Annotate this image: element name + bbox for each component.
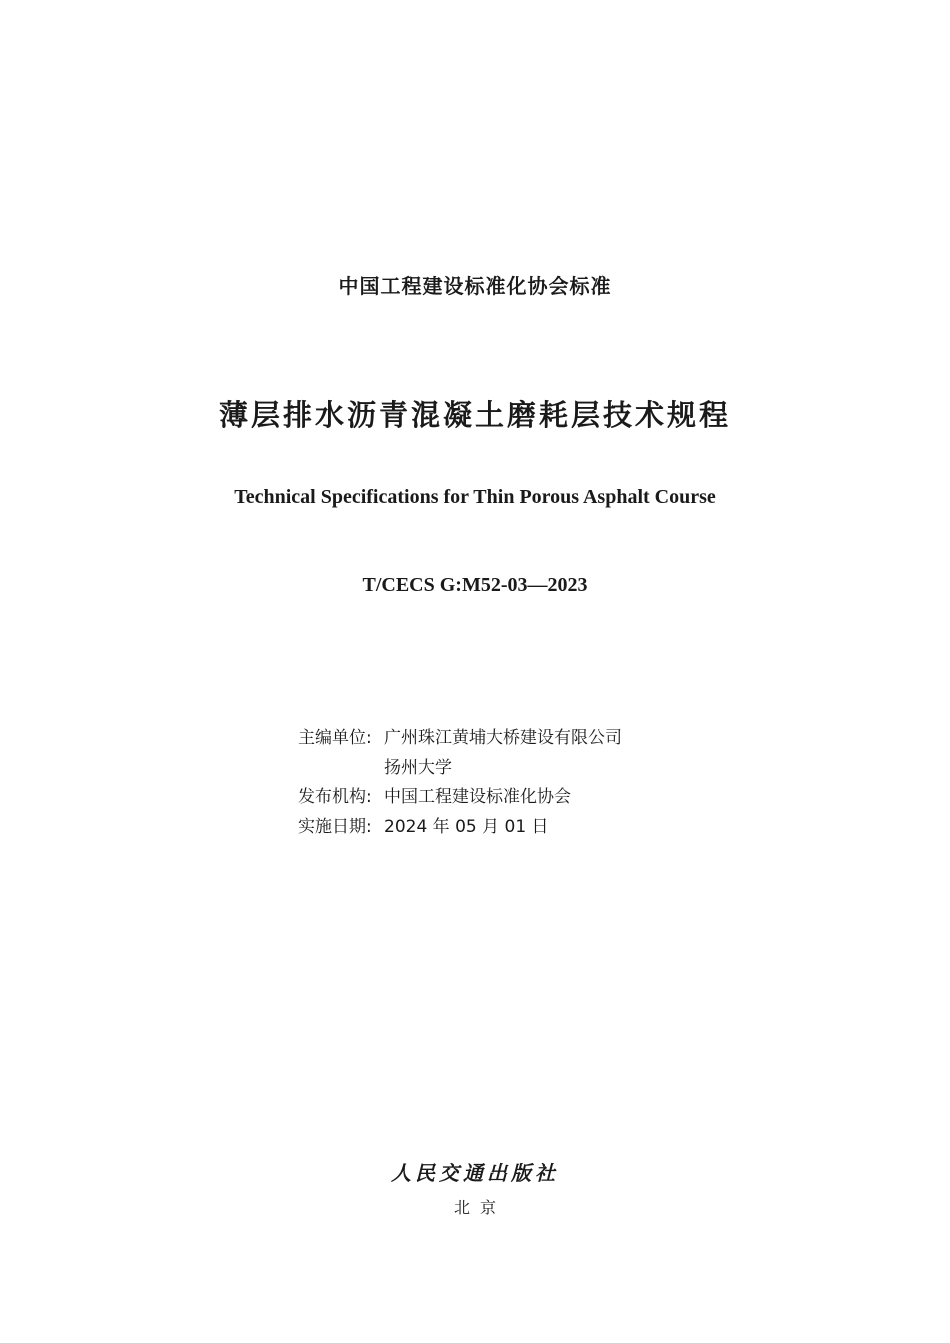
date-row	[298, 813, 622, 843]
date-label: 实施日期:	[298, 816, 372, 837]
issuer-value: 中国工程建设标准化协会	[384, 787, 571, 807]
editor-value-1: 广州珠江黄埔大桥建设有限公司	[384, 728, 622, 748]
editor-label: 主编单位:	[298, 728, 372, 748]
editor-row	[298, 724, 622, 754]
publisher-city: 北京	[453, 1198, 506, 1217]
editor-row-2	[298, 754, 622, 784]
english-title: Technical Specifications for Thin Porous Asphalt Course	[234, 486, 716, 508]
issuer-row	[298, 783, 622, 813]
editor-value-2: 扬州大学	[384, 757, 452, 778]
info-block	[298, 724, 622, 842]
main-title: 薄层排水沥青混凝土磨耗层技术规程	[218, 398, 731, 432]
indent-spacer	[298, 754, 384, 784]
series-title: 中国工程建设标准化协会标准	[338, 274, 612, 298]
issuer-label: 发布机构:	[298, 787, 372, 807]
date-value: 2024 年 05 月 01 日	[384, 816, 549, 837]
publisher-name: 人民交通出版社	[391, 1161, 559, 1185]
standard-code: T/CECS G:M52-03—2023	[362, 574, 588, 596]
